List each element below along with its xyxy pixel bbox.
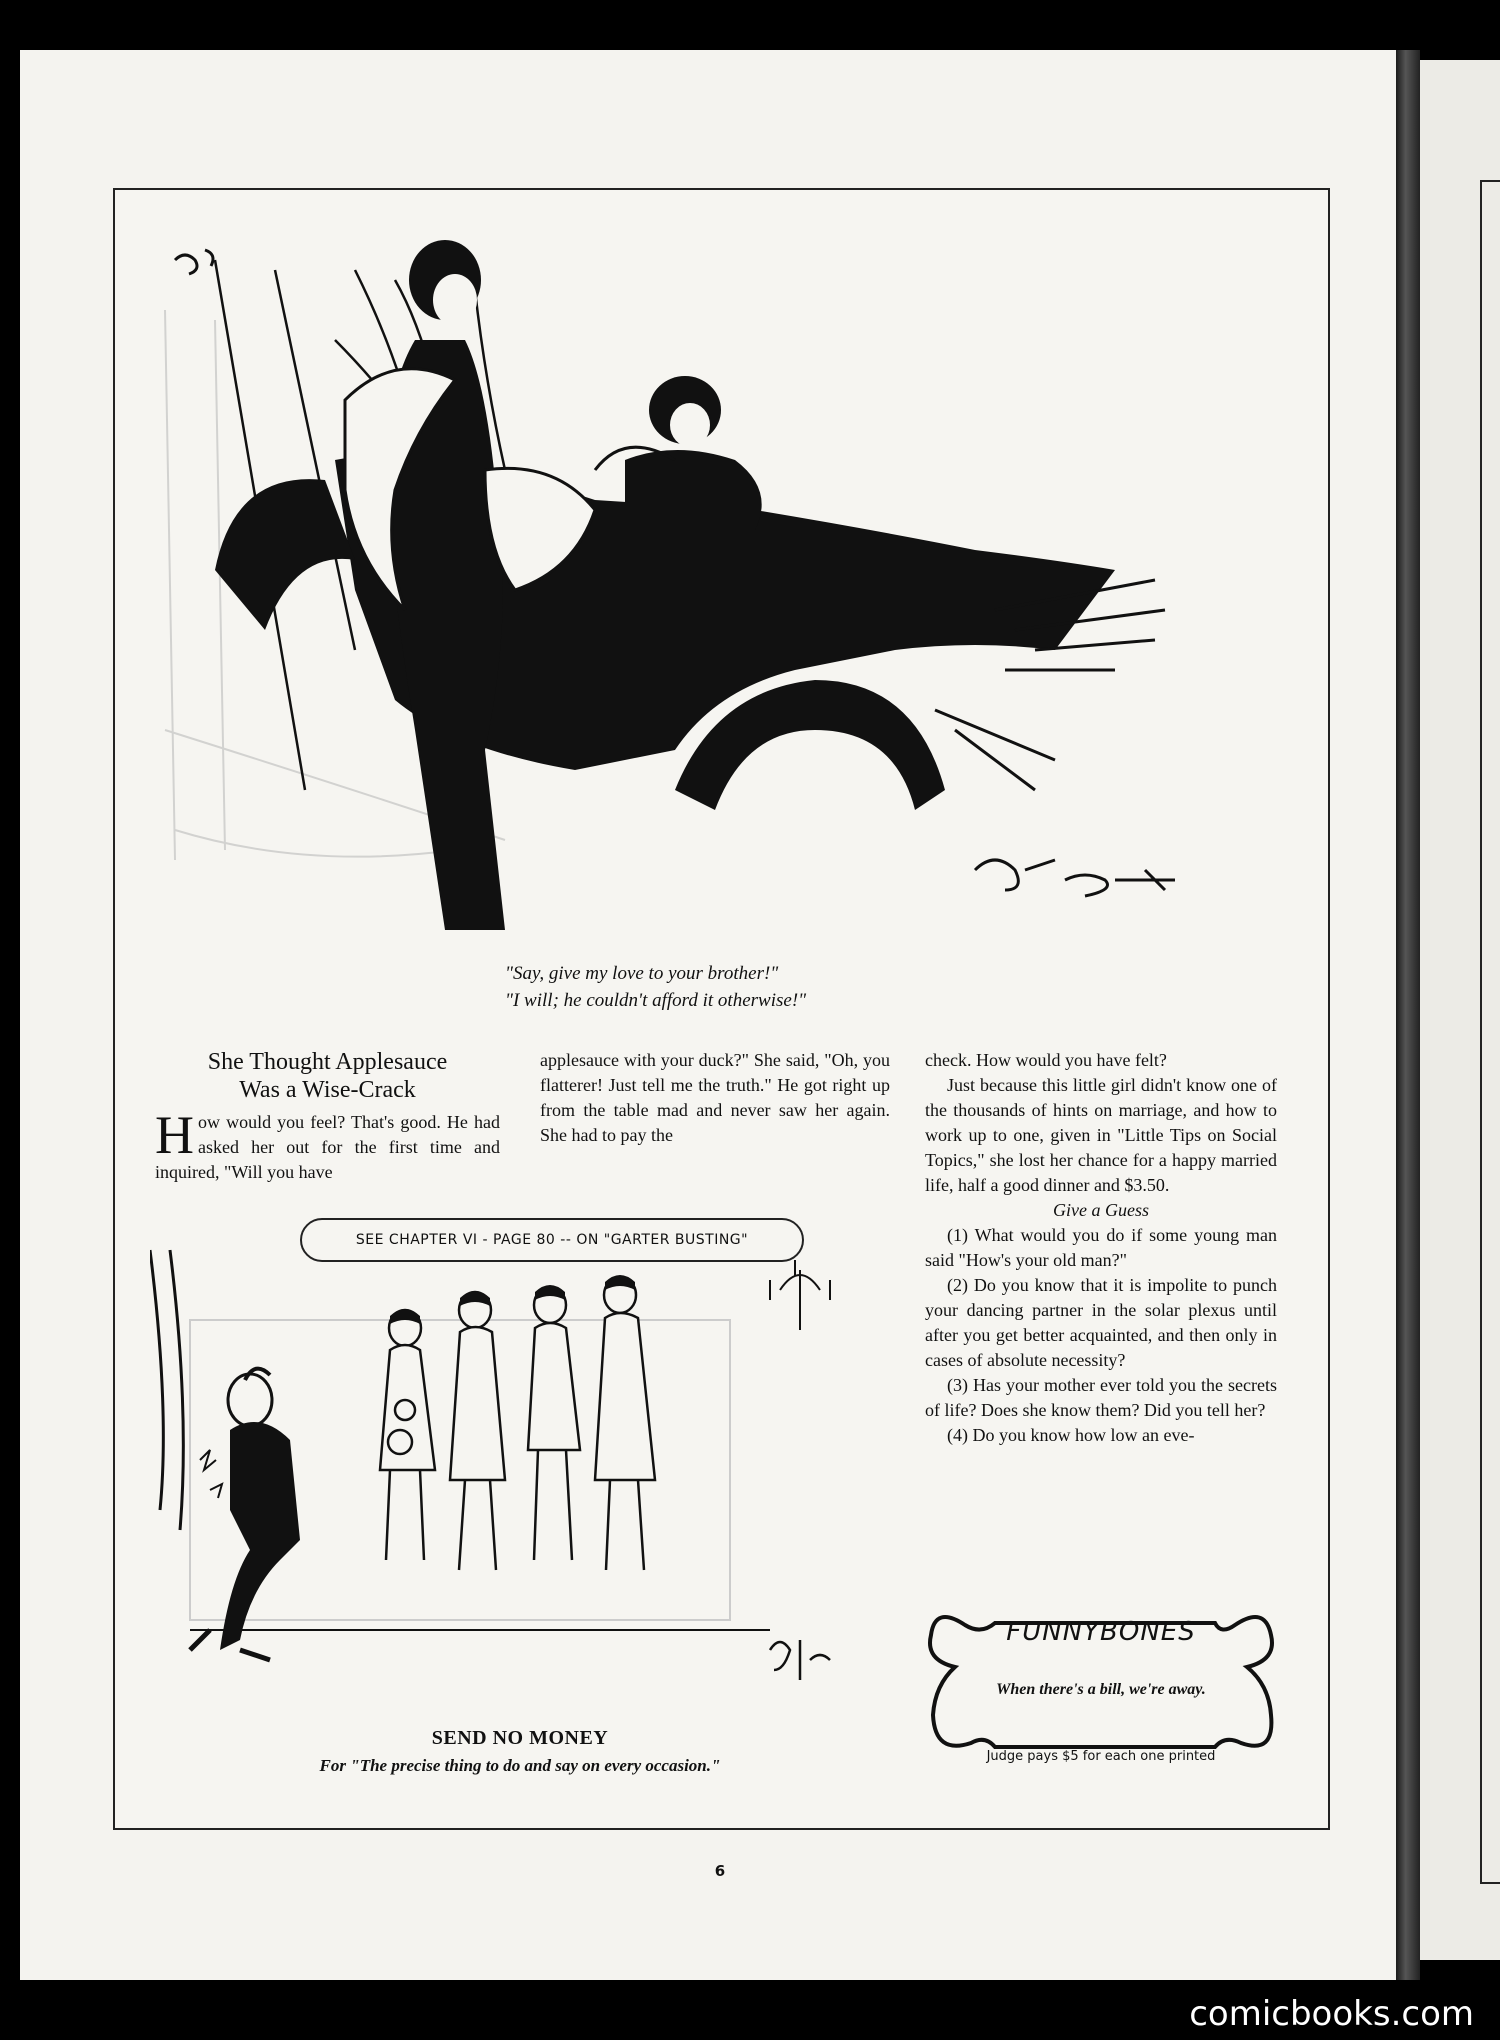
send-no-money-subtitle: For "The precise thing to do and say on every occasion." [319, 1756, 721, 1775]
car-illustration [155, 230, 1275, 950]
paragraph-2: applesauce with your duck?" She said, "Oh, you flatterer! Just tell me the truth." He got right up from the table mad and never saw her again. She had to pay the [540, 1050, 890, 1145]
cartoon-caption [505, 960, 1065, 1014]
site-watermark: comicbooks.com [1189, 1994, 1474, 2034]
paragraph-1: ow would you feel? That's good. He had asked her out for the first time and inquired, "Will you have [155, 1112, 500, 1182]
book-gutter [1396, 50, 1420, 1980]
paragraph-3: check. How would you have felt? [925, 1050, 1167, 1070]
funnybones-footer: Judge pays $5 for each one printed [986, 1749, 1216, 1764]
funnybones-title: FUNNYBONES [1006, 1617, 1196, 1647]
article-column-2 [540, 1048, 890, 1148]
facing-page [1420, 60, 1500, 1960]
caption-line-2: "I will; he couldn't afford it otherwise!" [505, 990, 807, 1011]
speech-bubble: SEE CHAPTER VI - PAGE 80 -- ON "GARTER BUSTING" [300, 1218, 804, 1262]
quiz-question-3: (3) Has your mother ever told you the secrets of life? Does she know them? Did you tell her? [925, 1375, 1277, 1420]
send-no-money-title: SEND NO MONEY [431, 1727, 609, 1749]
headline-line-1: She Thought Applesauce [207, 1049, 448, 1075]
page-number: 6 [714, 1862, 726, 1880]
article-column-1 [155, 1048, 500, 1185]
flappers-illustration [150, 1210, 890, 1740]
quiz-question-1: (1) What would you do if some young man said "How's your old man?" [925, 1225, 1277, 1270]
article-headline [155, 1048, 500, 1104]
article-column-3 [925, 1048, 1277, 1448]
headline-line-2: Was a Wise-Crack [239, 1077, 416, 1103]
drop-cap: H [155, 1105, 194, 1165]
caption-line-1: "Say, give my love to your brother!" [505, 963, 779, 984]
quiz-subhead: Give a Guess [1053, 1200, 1149, 1220]
paragraph-4: Just because this little girl didn't know one of the thousands of hints on marriage, and how to work up to one, given in "Little Tips on Social Topics," she lost her chance for a happy married life, half a good dinner and $3.50. [925, 1075, 1277, 1195]
quiz-question-4: (4) Do you know how low an eve- [947, 1425, 1195, 1445]
quiz-question-2: (2) Do you know that it is impolite to punch your dancing partner in the solar plexus until after you get better acquainted, and then only in cases of absolute necessity? [925, 1275, 1277, 1370]
funnybones-tagline: When there's a bill, we're away. [996, 1681, 1206, 1698]
